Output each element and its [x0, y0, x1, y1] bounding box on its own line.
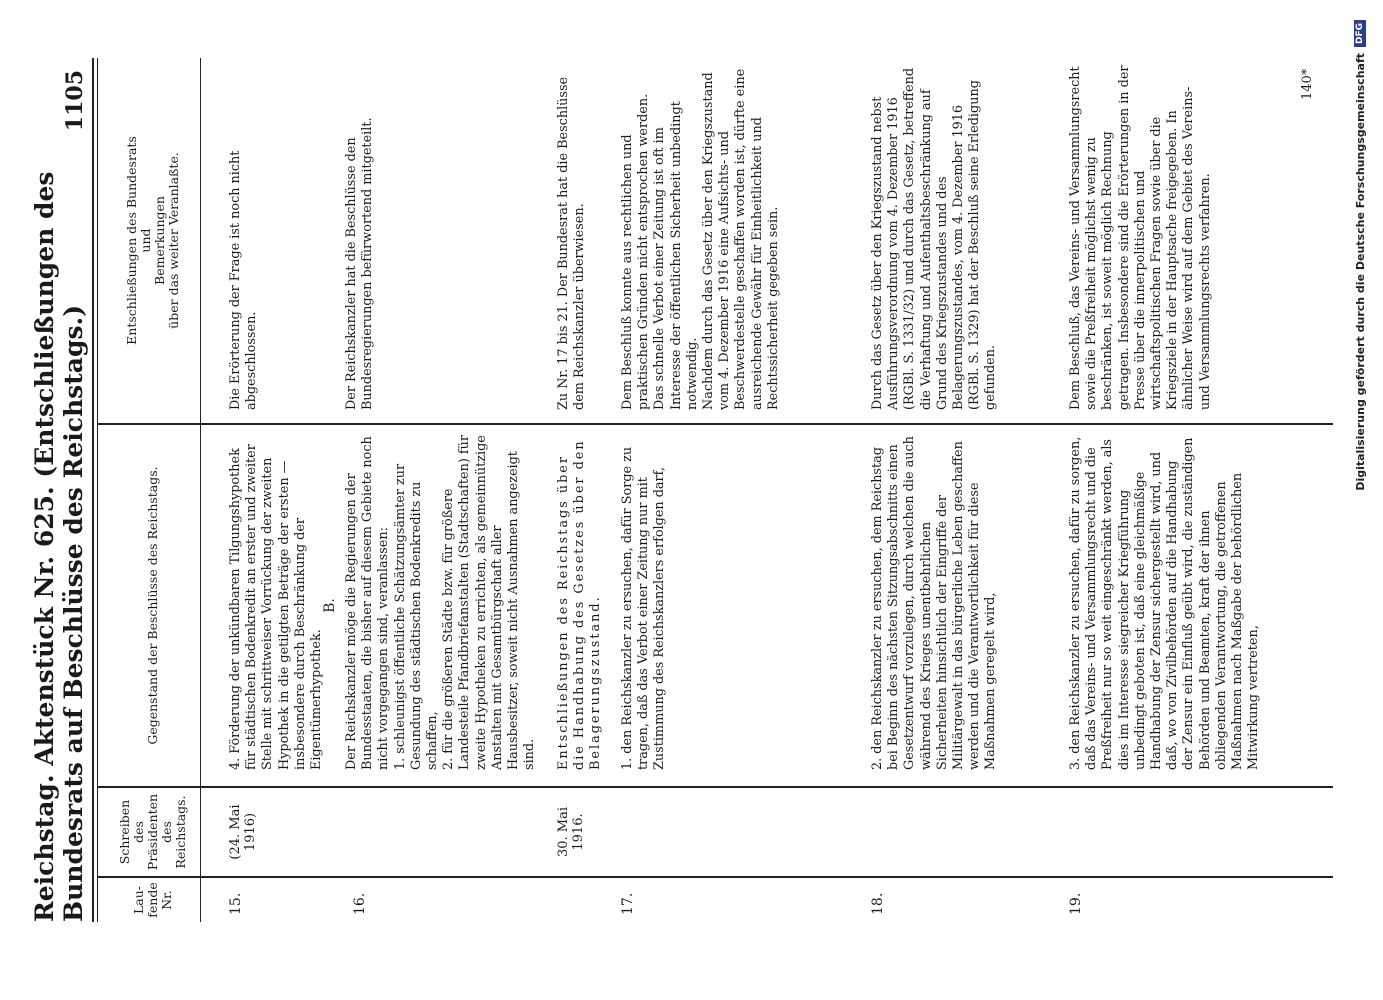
row-number: 18. — [870, 892, 886, 915]
funding-note: Digitalisierung gefördert durch die Deutsche Forschungsgemeinschaft — [1353, 53, 1367, 491]
page-signature: 140* — [1300, 68, 1315, 100]
row-resolution: Zu Nr. 17 bis 21. Der Bundesrat hat die Beschlüsse dem Reichskanzler überwiesen. — [556, 76, 588, 410]
row-subject: Der Reichskanzler möge die Regierungen der Bundesstaaten, die bisher auf diesem Gebiete noch nicht vorgegangen sind, veranlassen: 1. schleunigst öffentliche Schätzungsämter zur Gesundung des städtischen Bodenkredits zu schaffen, 2. für die größeren Städte bzw. für größere Landesteile Pfandbriefanstalten (Stadtschaften) für zweite Hypotheken zu errichten, als gemeinnützige Anstalten mit Gesamtbürgschaft aller Hausbesitzer, soweit nicht Ausnahmen angezeigt sind. — [344, 434, 538, 770]
dfg-logo: DFG — [1354, 20, 1366, 47]
column-header-gegenstand: Gegenstand der Beschlüsse des Reichstags. — [145, 466, 160, 745]
row-resolution: Dem Beschluß, das Vereins- und Versammlungsrecht sowie die Preßfreiheit möglichst wenig zu beschränken, ist soweit möglich Rechnung getragen. Insbesondere sind die Erörterungen in der Presse über die innerpolitischen und wirtschaftspolitischen Fragen sowie über die Kriegsziele in der Hauptsache freigegeben. In ähnlicher Weise wird auf dem Gebiet des Vereins- und Versammlungsrechts verfahren. — [1068, 65, 1213, 410]
column-header-schreiben: Schreiben des Präsidenten des Reichstags. — [117, 793, 188, 871]
row-subject: 4. Förderung der unkündbaren Tilgungshypothek für städtischen Bodenkredit an erster und zweiter Stelle mit schrittweiser Vorrückung der zweiten Hypothek in die getilgten Beträge der ersten — insbesondere durch Beschränkung der Eigentümerhypothek. — [228, 444, 325, 770]
column-divider — [98, 423, 1333, 425]
column-divider — [98, 876, 1333, 878]
row-number: 15. — [228, 892, 244, 915]
column-header-nr: Lau- fende Nr. — [131, 882, 174, 918]
row-resolution: Dem Beschluß konnte aus rechtlichen und praktischen Gründen nicht entsprochen werden. Das schnelle Verbot einer Zeitung ist oft im Interesse der öffentlichen Sicherheit unbedingt notwendig. Nachdem durch das Gesetz über den Kriegszustand vom 4. Dezember 1916 eine Aufsichts- und Beschwerdestelle geschaffen worden ist, dürfte eine ausreichende Gewähr für Einheitlichkeit und Rechtssicherheit gegeben sein. — [620, 68, 781, 410]
row-resolution: Die Erörterung der Frage ist noch nicht abgeschlossen. — [228, 150, 260, 410]
row-number: 17. — [620, 892, 636, 915]
row-date: (24. Mai 1916) — [228, 804, 258, 860]
page-title: Reichstag. Aktenstück Nr. 625. (Entschließungen des Bundesrats auf Beschlüsse des Reichstags.) — [30, 171, 88, 922]
column-header-rule — [200, 58, 201, 922]
header-rule — [92, 58, 94, 922]
page-header — [30, 70, 88, 922]
section-letter: B. — [322, 598, 338, 613]
row-resolution: Durch das Gesetz über den Kriegszustand nebst Ausführungsverordnung vom 4. Dezember 1916 (RGBl. S. 1331/32) und durch das Gesetz, betreffend die Verhaftung und Aufenthaltsbeschränkung auf Grund des Kriegszustandes und des Belagerungszustandes, vom 4. Dezember 1916 (RGBl. S. 1329) hat der Beschluß seine Erledigung gefunden. — [870, 67, 999, 410]
row-date: 30. Mai 1916. — [556, 806, 586, 858]
row-subject: 3. den Reichskanzler zu ersuchen, dafür zu sorgen, daß das Vereins- und Versammlungsrecht und die Preßfreiheit nur so weit eingeschränkt werden, als dies im Interesse siegreicher Kriegführung unbedingt geboten ist, daß eine gleichmäßige Handhabung der Zensur sichergestellt wird, und daß, wo von Zivilbehörden auf die Handhabung der Zensur ein Einfluß geübt wird, die zuständigen Behörden und Beamten, kraft der ihnen obliegenden Verantwortung, die getroffenen Maßnahmen nach Maßgabe der behördlichen Mitwirkung vertreten, — [1068, 436, 1262, 770]
header-rule-thin — [97, 58, 98, 922]
page-number: 1105 — [62, 70, 88, 132]
row-number: 19. — [1068, 892, 1084, 915]
section-heading: Entschließungen des Reichstags über die Handhabung des Gesetzes über den Belagerungszustand. — [556, 439, 604, 770]
column-header-entschliessungen: Entschließungen des Bundesrats und Bemerkungen über das weiter Veranlaßte. — [124, 136, 181, 345]
digitization-note — [1348, 20, 1372, 980]
column-divider — [98, 786, 1333, 788]
row-number: 16. — [352, 892, 368, 915]
row-resolution: Der Reichskanzler hat die Beschlüsse den Bundesregierungen befürwortend mitgeteilt. — [344, 117, 376, 410]
row-subject: 2. den Reichskanzler zu ersuchen, dem Reichstag bei Beginn des nächsten Sitzungsabschnitts einen Gesetzentwurf vorzulegen, durch welchen die auch während des Krieges unentbehrlichen Sicherheiten hinsichtlich der Eingriffe der Militärgewalt in das bürgerliche Leben geschaffen werden und die Verantwortlichkeit für diese Maßnahmen geregelt wird, — [870, 436, 999, 770]
row-subject: 1. den Reichskanzler zu ersuchen, dafür Sorge zu tragen, daß das Verbot einer Zeitung nur mit Zustimmung des Reichskanzlers erfolgen darf, — [620, 446, 668, 770]
